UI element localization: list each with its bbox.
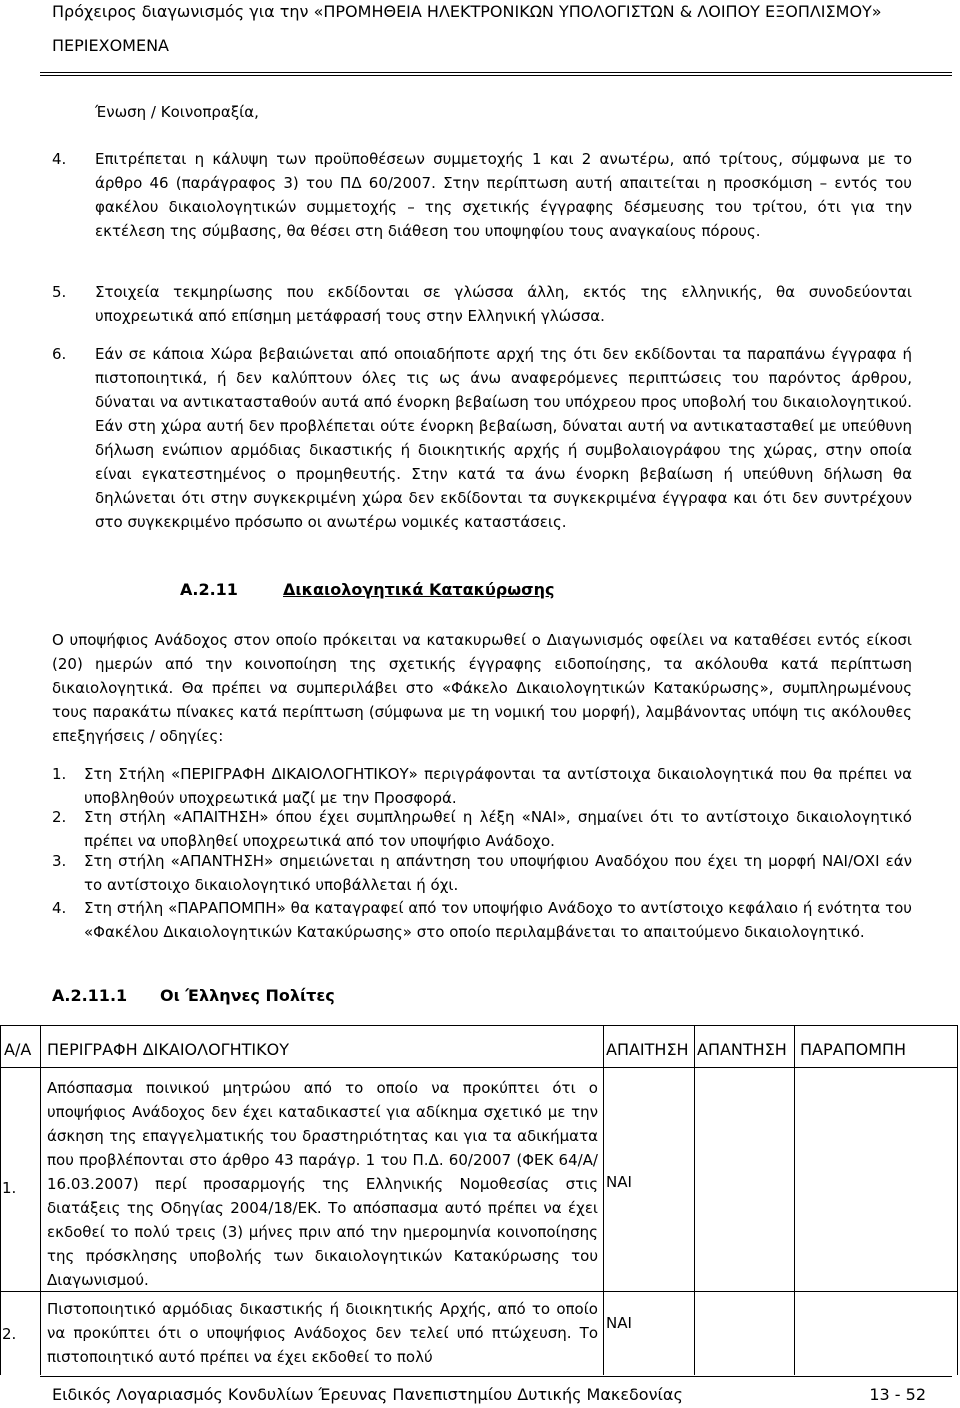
table-col-divider [40,1025,41,1375]
row-number: 1. [2,1179,17,1197]
instruction-number: 3. [52,852,67,870]
instruction-number: 4. [52,899,67,917]
column-header-requirement: ΑΠΑΙΤΗΣΗ [606,1040,689,1059]
row-description: Πιστοποιητικό αρμόδιας δικαστικής ή διοικητικής Αρχής, από το οποίο να προκύπτει ότι ο υποψήφιος Ανάδοχος δεν τελεί υπό πτώχευση. Το πιστοποιητικό αυτό πρέπει να έχει εκδοθεί το πολύ [47,1300,598,1366]
header-divider [40,72,952,73]
section-title: Δικαιολογητικά Κατακύρωσης [283,580,555,599]
table-col-divider [694,1025,695,1375]
item-text: Στοιχεία τεκμηρίωσης που εκδίδονται σε γλώσσα άλλη, εκτός της ελληνικής, θα συνοδεύονται υποχρεωτικά από επίσημη μετάφρασή τους στην Ελληνική γλώσσα. [95,283,912,325]
table-header-divider [0,1067,958,1068]
document-header-title: Πρόχειρος διαγωνισμός για την «ΠΡΟΜΗΘΕΙΑ ΗΛΕΚΤΡΟΝΙΚΩΝ ΥΠΟΛΟΓΙΣΤΩΝ & ΛΟΙΠΟΥ ΕΞΟΠΛΙΣΜΟΥ» [52,2,882,21]
item-number: 6. [52,345,67,363]
header-divider-2 [40,75,952,76]
column-header-aa: Α/Α [4,1040,32,1059]
footer-organization: Ειδικός Λογαριασμός Κονδυλίων Έρευνας Πανεπιστημίου Δυτικής Μακεδονίας [52,1385,683,1404]
table-col-divider [603,1025,604,1375]
item-text: Εάν σε κάποια Χώρα βεβαιώνεται από οποιαδήποτε αρχή της ότι δεν εκδίδονται τα παραπάνω έγγραφα ή πιστοποιητικά, ή δεν καλύπτουν όλες τις ως άνω αναφερόμενες περιπτώσεις του παρόντος άρθρου, δύναται να αντικατασταθούν αυτά από ένορκη βεβαίωση του υπόχρεου προς υποβολή του δικαιολογητικού. Εάν στη χώρα αυτή δεν προβλέπεται ούτε ένορκη βεβαίωση, δύναται αυτή να αντικατασταθεί με υπεύθυνη δήλωση ενώπιον αρμόδιας δικαστικής ή διοικητικής αρχής ή συμβολαιογράφου της χώρας, στην οποία είναι εγκατεστημένος ο προμηθευτής. Στην κατά τα άνω ένορκη βεβαίωση ή υπεύθυνη δήλωση θα δηλώνεται ότι στην συγκεκριμένη χώρα δεν εκδίδονται τα συγκεκριμένα έγγραφα και ότι δεν συντρέχουν στο συγκεκριμένο πρόσωπο οι ανωτέρω νομικές καταστάσεις. [95,345,912,531]
column-header-reference: ΠΑΡΑΠΟΜΠΗ [800,1040,907,1059]
table-border-left [0,1025,1,1375]
column-header-answer: ΑΠΑΝΤΗΣΗ [697,1040,787,1059]
row-number: 2. [2,1325,17,1343]
row-requirement: ΝΑΙ [606,1173,632,1191]
instruction-text: Στη στήλη «ΑΠΑΙΤΗΣΗ» όπου έχει συμπληρωθεί η λέξη «ΝΑΙ», σημαίνει ότι το αντίστοιχο δικαιολογητικό πρέπει να υποβληθεί υποχρεωτικά από τον υποψήφιο Ανάδοχο. [84,808,912,850]
intro-line: Ένωση / Κοινοπραξία, [95,103,259,121]
item-number: 5. [52,283,67,301]
page-number: 13 - 52 [869,1385,926,1404]
instruction-text: Στη στήλη «ΠΑΡΑΠΟΜΠΗ» θα καταγραφεί από τον υποψήφιο Ανάδοχο το αντίστοιχο κεφάλαιο ή ενότητα του «Φακέλου Δικαιολογητικών Κατακύρωσης» στο οποίο περιλαμβάνεται το απαιτούμενο δικαιολογητικό. [84,899,912,941]
instruction-number: 2. [52,808,67,826]
footer-divider [40,1376,952,1377]
subsection-title: Οι Έλληνες Πολίτες [160,986,335,1005]
row-requirement: ΝΑΙ [606,1314,632,1332]
item-text: Επιτρέπεται η κάλυψη των προϋποθέσεων συμμετοχής 1 και 2 ανωτέρω, από τρίτους, σύμφωνα με το άρθρο 46 (παράγραφος 3) του ΠΔ 60/2007. Στην περίπτωση αυτή απαιτείται η προσκόμιση – εντός του φακέλου δικαιολογητικών συμμετοχής – της σχετικής έγγραφης δέσμευσης του τρίτου, ότι για την εκτέλεση της σύμβασης, θα θέσει στη διάθεση του υποψηφίου τους αναγκαίους πόρους. [95,150,912,240]
column-header-description: ΠΕΡΙΓΡΑΦΗ ΔΙΚΑΙΟΛΟΓΗΤΙΚΟΥ [47,1040,289,1059]
table-border-right [957,1025,958,1375]
table-border-top [0,1025,958,1026]
table-col-divider [794,1025,795,1375]
instruction-text: Στη Στήλη «ΠΕΡΙΓΡΑΦΗ ΔΙΚΑΙΟΛΟΓΗΤΙΚΟΥ» περιγράφονται τα αντίστοιχα δικαιολογητικά που θα πρέπει να υποβληθούν υποχρεωτικά μαζί με την Προσφορά. [84,765,912,807]
page-footer [52,1385,926,1404]
row-description: Απόσπασμα ποινικού μητρώου από το οποίο να προκύπτει ότι ο υποψήφιος Ανάδοχος δεν έχει καταδικαστεί για αδίκημα σχετικό με την άσκηση της επαγγελματικής του δραστηριότητας και για τα αδικήματα που προβλέπονται στο άρθρο 43 παράγρ. 1 του Π.Δ. 60/2007 (ΦΕΚ 64/Α/ 16.03.2007) περί προσαρμογής της Ελληνικής Νομοθεσίας στις διατάξεις της Οδηγίας 2004/18/ΕΚ. Το απόσπασμα αυτό πρέπει να έχει εκδοθεί το πολύ τρεις (3) μήνες πριν από την ημερομηνία κοινοποίησης της πρόσκλησης υποβολής των δικαιολογητικών Κατακύρωσης του Διαγωνισμού. [47,1079,598,1289]
instruction-number: 1. [52,765,67,783]
section-paragraph: Ο υποψήφιος Ανάδοχος στον οποίο πρόκειται να κατακυρωθεί ο Διαγωνισμός οφείλει να καταθέσει εντός είκοσι (20) ημερών από την κοινοποίηση της σχετικής έγγραφης ειδοποίησης, τα ακόλουθα κατά περίπτωση δικαιολογητικά. Θα πρέπει να συμπεριλάβει στο «Φάκελο Δικαιολογητικών Κατακύρωσης», συμπληρωμένους τους παρακάτω πίνακες κατά περίπτωση (σύμφωνα με τη νομική του μορφή), λαμβάνοντας υπόψη τις ακόλουθες επεξηγήσεις / οδηγίες: [52,631,912,745]
item-number: 4. [52,150,67,168]
subsection-number: Α.2.11.1 [52,986,128,1005]
section-number: Α.2.11 [180,580,238,599]
document-header-subtitle: ΠΕΡΙΕΧΟΜΕΝΑ [52,36,169,55]
instruction-text: Στη στήλη «ΑΠΑΝΤΗΣΗ» σημειώνεται η απάντηση του υποψήφιου Αναδόχου που έχει τη μορφή ΝΑΙ/ΟΧΙ εάν το αντίστοιχο δικαιολογητικό υποβάλλεται ή όχι. [84,852,912,894]
